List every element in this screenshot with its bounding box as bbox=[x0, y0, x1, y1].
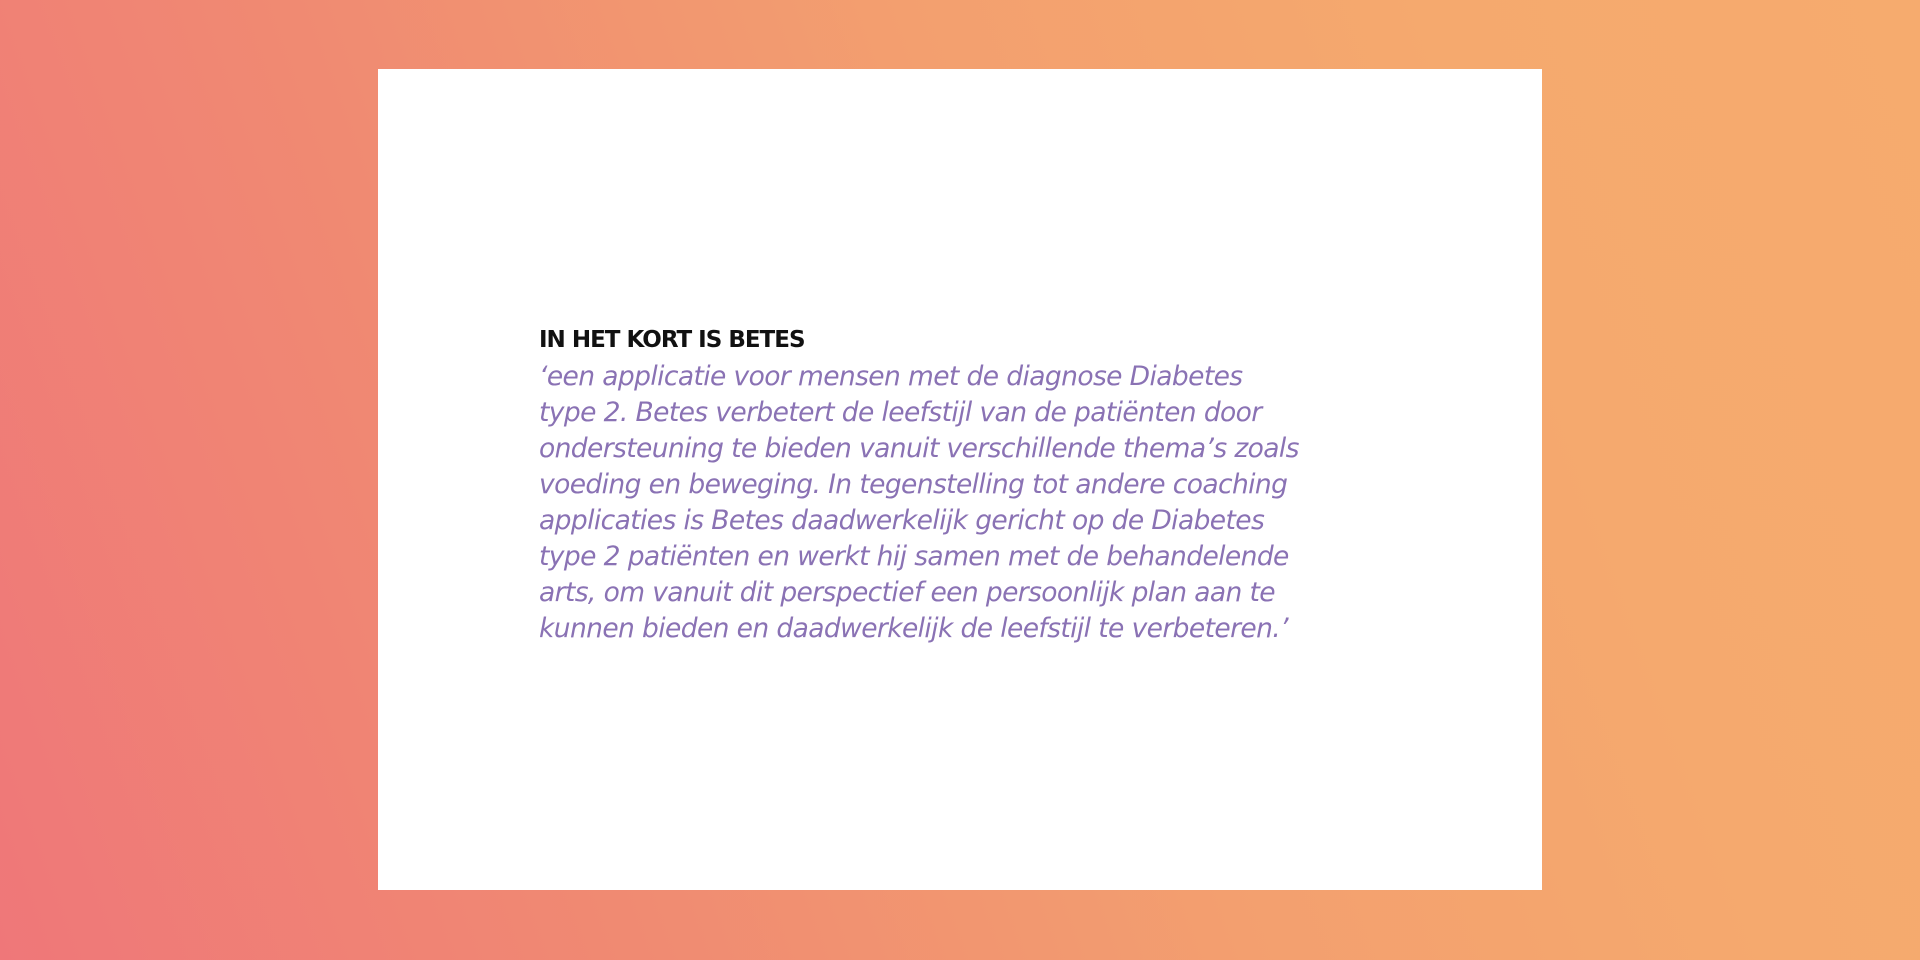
section-heading: IN HET KORT IS BETES bbox=[539, 327, 805, 353]
quote-line: applicaties is Betes daadwerkelijk gericht op de Diabetes bbox=[539, 505, 1265, 536]
quote-line: arts, om vanuit dit perspectief een persoonlijk plan aan te bbox=[539, 577, 1276, 608]
quote-line: kunnen bieden en daadwerkelijk de leefstijl te verbeteren.’ bbox=[539, 613, 1288, 644]
quote-line: ondersteuning te bieden vanuit verschillende thema’s zoals bbox=[539, 433, 1299, 464]
description-quote bbox=[539, 359, 1419, 647]
quote-line: ‘een applicatie voor mensen met de diagnose Diabetes bbox=[539, 361, 1243, 392]
quote-line: voeding en beweging. In tegenstelling tot andere coaching bbox=[539, 469, 1288, 500]
text-block bbox=[539, 325, 1419, 647]
quote-line: type 2 patiënten en werkt hij samen met de behandelende bbox=[539, 541, 1289, 572]
content-card bbox=[378, 69, 1542, 890]
quote-line: type 2. Betes verbetert de leefstijl van de patiënten door bbox=[539, 397, 1262, 428]
